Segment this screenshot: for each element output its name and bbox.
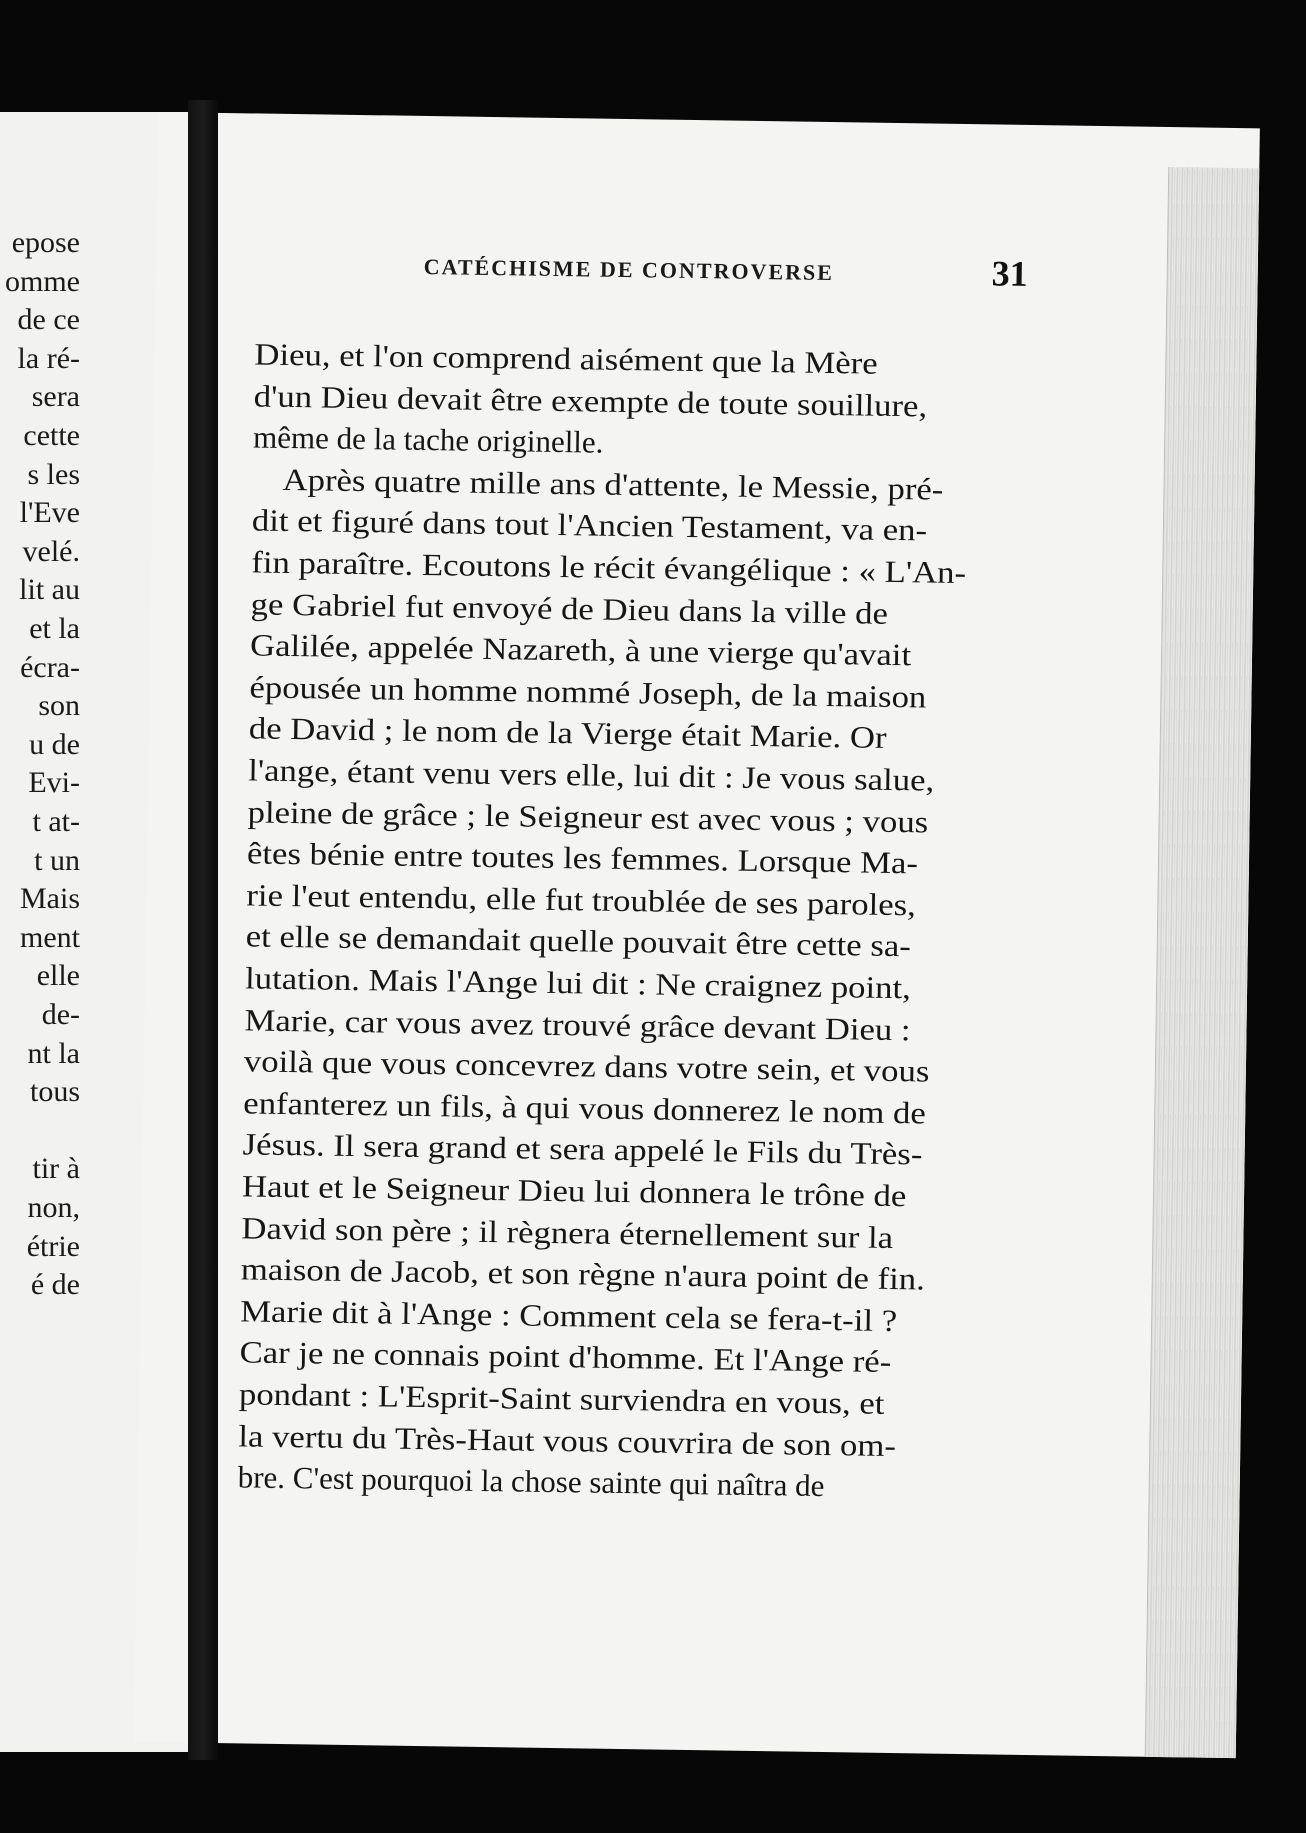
text-line: David son père ; il règnera éternellement sur la — [241, 1209, 894, 1255]
text-line: rie l'eut entendu, elle fut troublée de ses paroles, — [246, 877, 917, 923]
fragment-line: de- — [41, 998, 80, 1031]
text-line: fin paraître. Ecoutons le récit évangélique : « L'An- — [251, 544, 967, 591]
text-line: même de la tache originelle. — [252, 419, 604, 460]
fragment-line: lit au — [19, 573, 80, 607]
text-line: Après quatre mille ans d'attente, le Messie, pré- — [282, 461, 944, 507]
fragment-line: nt la — [27, 1036, 80, 1070]
text-line: pondant : L'Esprit-Saint surviendra en vous, et — [238, 1376, 885, 1421]
text-line: de David ; le nom de la Vierge était Marie. Or — [248, 710, 887, 756]
text-line: Marie dit à l'Ange : Comment cela se fera-t-il ? — [239, 1293, 898, 1338]
fragment-line: de ce — [17, 303, 80, 337]
text-line: dit et figuré dans tout l'Ancien Testament, va en- — [251, 502, 928, 548]
fragment-line: et la — [29, 612, 80, 645]
text-line: Marie, car vous avez trouvé grâce devant Dieu : — [244, 1001, 911, 1047]
text-line: maison de Jacob, et son règne n'aura point de fin. — [240, 1251, 926, 1297]
fragment-line: sera — [31, 380, 80, 414]
fragment-line: cette — [23, 419, 80, 452]
text-line: ge Gabriel fut envoyé de Dieu dans la ville de — [250, 586, 889, 631]
fragment-line: velé. — [22, 534, 80, 568]
right-page — [134, 112, 1260, 1758]
fragment-line: ment — [20, 920, 80, 954]
page-edges — [1145, 167, 1260, 1758]
fragment-line: son — [38, 689, 80, 723]
text-line: la vertu du Très-Haut vous couvrira de son om- — [238, 1417, 897, 1463]
fragment-line: s les — [27, 457, 80, 491]
text-line: Haut et le Seigneur Dieu lui donnera le trône de — [241, 1168, 907, 1214]
text-line: pleine de grâce ; le Seigneur est avec vous ; vous — [247, 794, 929, 840]
fragment-line: tir à — [32, 1152, 80, 1186]
text-line: épousée un homme nommé Joseph, de la maison — [249, 669, 927, 715]
fragment-line: écra- — [20, 650, 80, 684]
fragment-line: tous — [29, 1075, 80, 1109]
fragment-line: Mais — [20, 882, 80, 916]
fragment-line: l'Eve — [19, 496, 80, 530]
text-line: lutation. Mais l'Ange lui dit : Ne craignez point, — [244, 960, 912, 1006]
running-head: CATÉCHISME DE CONTROVERSE — [423, 253, 835, 286]
text-line: d'un Dieu devait être exempte de toute souillure, — [253, 378, 928, 424]
fragment-line: t at- — [32, 805, 80, 838]
fragment-line: non, — [27, 1191, 80, 1224]
book-gutter — [188, 100, 218, 1760]
fragment-line: t un — [34, 843, 80, 877]
fragment-line: étrie — [26, 1229, 80, 1263]
text-line: êtes bénie entre toutes les femmes. Lorsque Ma- — [246, 835, 919, 881]
text-line: l'ange, étant venu vers elle, lui dit : Je vous salue, — [247, 752, 935, 798]
fragment-line: epose — [11, 226, 80, 259]
fragment-line: Evi- — [28, 766, 80, 800]
text-line: bre. C'est pourquoi la chose sainte qui naîtra de — [237, 1459, 825, 1504]
fragment-line: elle — [36, 959, 80, 993]
fragment-line: u de — [29, 727, 80, 761]
text-line: Car je ne connais point d'homme. Et l'Ange ré- — [239, 1334, 892, 1380]
text-line: et elle se demandait quelle pouvait être cette sa- — [245, 918, 912, 964]
text-line: Galilée, appelée Nazareth, à une vierge qu'avait — [249, 627, 912, 673]
text-line: Jésus. Il sera grand et sera appelé le Fils du Très- — [242, 1126, 923, 1172]
text-line: enfanterez un fils, à qui vous donnerez le nom de — [243, 1085, 927, 1131]
text-line: voilà que vous concevrez dans votre sein, et vous — [243, 1043, 930, 1089]
fragment-line: é de — [30, 1268, 80, 1302]
text-line: Dieu, et l'on comprend aisément que la Mère — [254, 336, 878, 381]
page-number: 31 — [991, 253, 1028, 294]
fragment-line: omme — [5, 264, 80, 298]
fragment-line: la ré- — [17, 341, 80, 375]
